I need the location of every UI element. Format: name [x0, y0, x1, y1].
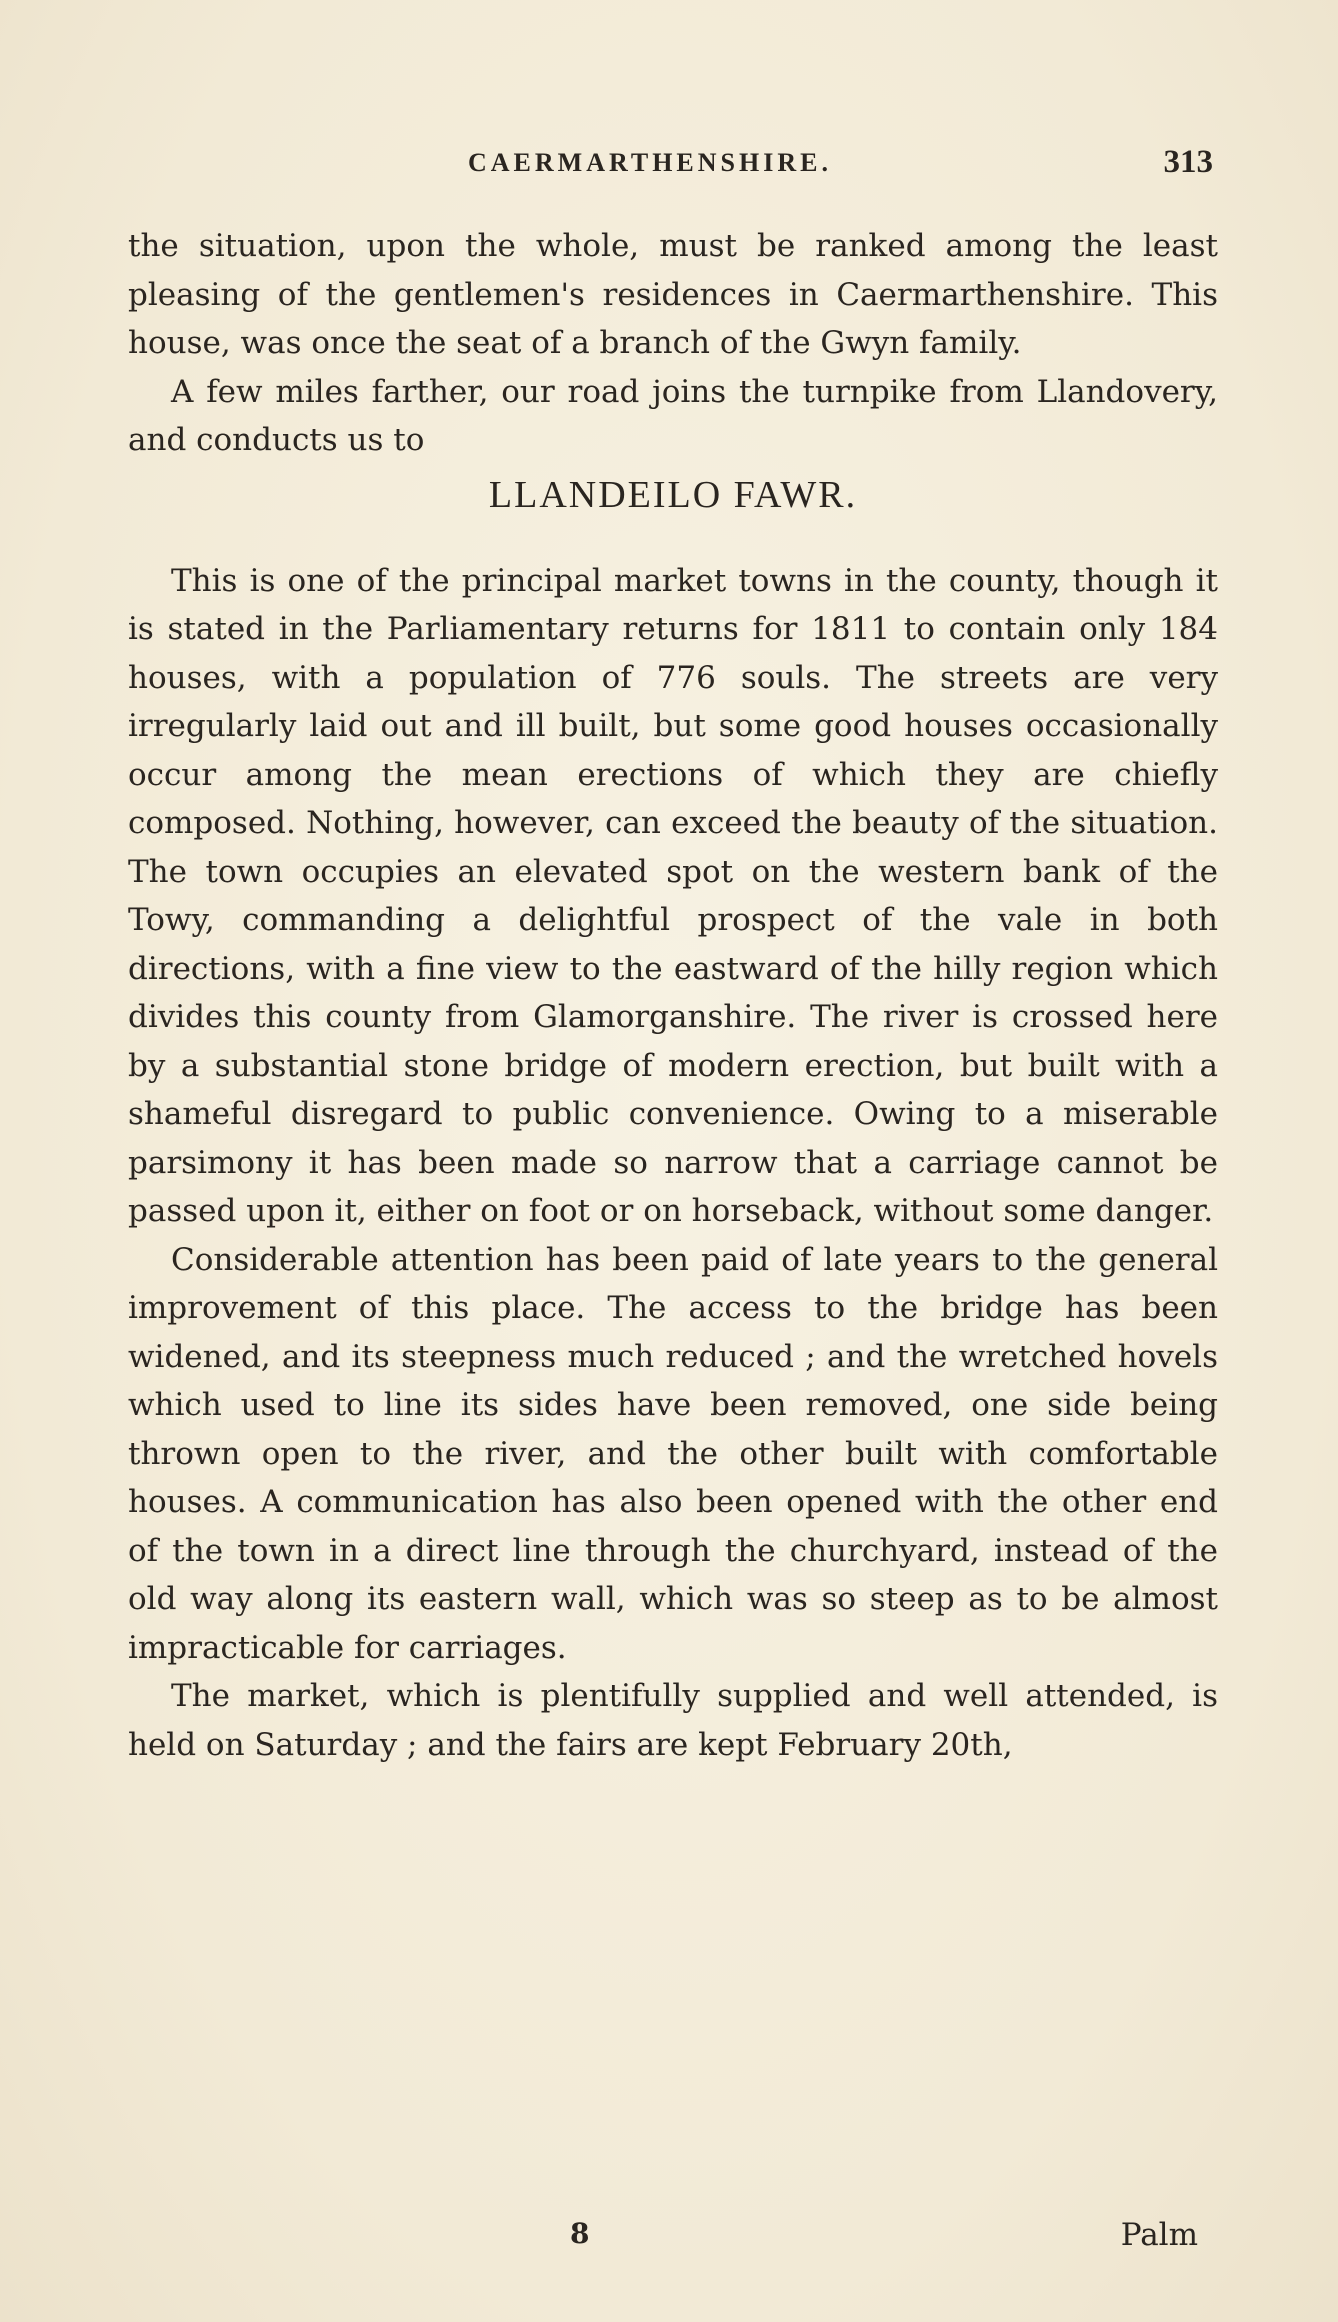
paragraph-improvements: Considerable attention has been paid of late years to the general improvement of this place. The access to the bridge has been widened, and its steepness much reduced ; and the wretched hovels which used to line its sides have been removed, one side being thrown open to the river, and the other built with comfortable houses. A communication has also been opened with the other end of the town in a direct line through the churchyard, instead of the old way along its eastern wall, which was so steep as to be almost impracticable for carriages.: [128, 1241, 1218, 1666]
page-footer: [0, 2217, 1338, 2263]
section-heading: LLANDEILO FAWR.: [488, 473, 858, 516]
paragraph-town-description: This is one of the principal market towns in the county, though it is stated in the Parliamentary returns for 1811 to contain only 184 houses, with a population of 776 souls. The streets are very irregularly laid out and ill built, but some good houses occasionally occur among the mean erections of which they are chiefly composed. Nothing, however, can exceed the beauty of the situation. The town occupies an elevated spot on the western bank of the Towy, commanding a delightful prospect of the vale in both directions, with a fine view to the eastward of the hilly region which divides this county from Glamorganshire. The river is crossed here by a substantial stone bridge of modern erection, but built with a shameful disregard to public convenience. Owing to a miserable parsimony it has been made so narrow that a carriage cannot be passed upon it, either on foot or on horseback, without some danger.: [128, 562, 1218, 1229]
page-header: [0, 144, 1338, 188]
paragraph-road: A few miles farther, our road joins the turnpike from Llandovery, and conducts us to: [128, 373, 1218, 458]
paragraph-market: The market, which is plentifully supplied and well attended, is held on Saturday ; and the fairs are kept February 20th,: [128, 1678, 1218, 1763]
paragraph-continuation: the situation, upon the whole, must be ranked among the least pleasing of the gentlemen's residences in Caermarthenshire. This house, was once the seat of a branch of the Gwyn family.: [128, 228, 1218, 361]
page-number: 313: [1163, 144, 1213, 180]
catchword: Palm: [1120, 2217, 1198, 2253]
body-text: [128, 222, 1218, 1769]
signature-mark: 8: [570, 2217, 590, 2250]
running-head: CAERMARTHENSHIRE.: [468, 148, 832, 177]
